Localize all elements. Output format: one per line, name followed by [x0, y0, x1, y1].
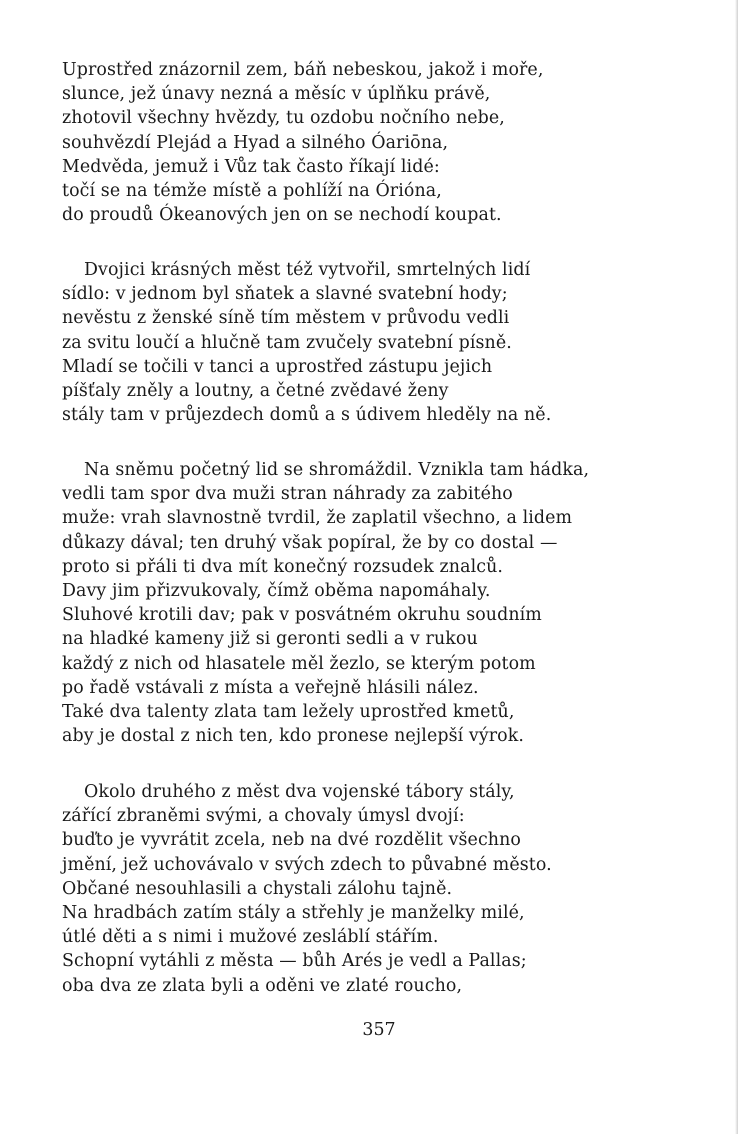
- verse-line: Uprostřed znázornil zem, báň nebeskou, jakož i moře,: [62, 60, 544, 80]
- verse-line: Okolo druhého z měst dva vojenské tábory stály,: [84, 782, 515, 802]
- verse-line: Sluhové krotili dav; pak v posvátném okruhu soudním: [62, 605, 542, 626]
- stanza: [62, 258, 702, 427]
- verse-line: sídlo: v jednom byl sňatek a slavné svatební hody;: [62, 284, 508, 305]
- verse-line: Na sněmu početný lid se shromáždil. Vznikla tam hádka,: [84, 460, 590, 480]
- verse-line: souhvězdí Plejád a Hyad a silného Óariōna,: [62, 132, 449, 153]
- verse-line: na hladké kameny již si geronti sedli a v rukou: [62, 629, 478, 650]
- verse-line: aby je dostal z nich ten, kdo pronese nejlepší výrok.: [62, 726, 524, 747]
- verse-line: oba dva ze zlata byli a oděni ve zlaté roucho,: [62, 975, 463, 996]
- verse-line: za svitu loučí a hlučně tam zvučely svatební písně.: [62, 332, 512, 353]
- page-number: 357: [362, 1020, 396, 1040]
- verse-line: píšťaly zněly a loutny, a četné zvědavé ženy: [62, 381, 449, 402]
- verse-line: jmění, jež uchovávalo v svých zdech to půvabné město.: [62, 854, 552, 875]
- stanza: [62, 58, 702, 227]
- verse-line: vedli tam spor dva muži stran náhrady za zabitého: [62, 484, 513, 505]
- verse-line: po řadě vstávali z místa a veřejně hlásili nález.: [62, 677, 479, 698]
- verse-line: buďto je vyvrátit zcela, neb na dvé rozdělit všechno: [62, 830, 521, 851]
- verse-line: Medvěda, jemuž i Vůz tak často říkají lidé:: [62, 156, 440, 177]
- verse-line: každý z nich od hlasatele měl žezlo, se kterým potom: [62, 653, 536, 674]
- verse-line: zhotovil všechny hvězdy, tu ozdobu nočního nebe,: [62, 108, 505, 129]
- verse-line: proto si přáli ti dva mít konečný rozsudek znalců.: [62, 556, 503, 577]
- stanza: [62, 458, 702, 748]
- verse-line: Občané nesouhlasili a chystali zálohu tajně.: [62, 878, 453, 899]
- verse-line: Také dva talenty zlata tam ležely uprostřed kmetů,: [62, 702, 515, 723]
- verse-line: do proudů Ókeanových jen on se nechodí koupat.: [62, 205, 502, 226]
- verse-line: Davy jim přizvukovaly, čímž oběma napomáhaly.: [62, 581, 491, 602]
- verse-line: Dvojici krásných měst též vytvořil, smrtelných lidí: [84, 260, 531, 280]
- verse-line: muže: vrah slavnostně tvrdil, že zaplatil všechno, a lidem: [62, 508, 573, 529]
- verse-line: Schopní vytáhli z města — bůh Arés je vedl a Pallas;: [62, 951, 527, 972]
- verse-line: stály tam v průjezdech domů a s údivem hleděly na ně.: [62, 405, 552, 426]
- stanza: [62, 780, 702, 998]
- verse-line: nevěstu z ženské síně tím městem v průvodu vedli: [62, 308, 510, 329]
- verse-line: Na hradbách zatím stály a střehly je manželky milé,: [62, 903, 525, 924]
- verse-line: útlé děti a s nimi i mužové zesláblí stářím.: [62, 927, 439, 948]
- verse-line: Mladí se točili v tanci a uprostřed zástupu jejich: [62, 356, 493, 377]
- verse-line: slunce, jež únavy nezná a měsíc v úplňku právě,: [62, 84, 491, 105]
- verse-line: točí se na témže místě a pohlíží na Órióna,: [62, 181, 442, 202]
- verse-line: důkazy dával; ten druhý však popíral, že by co dostal —: [62, 532, 558, 553]
- verse-line: zářící zbraněmi svými, a chovaly úmysl dvojí:: [62, 806, 465, 827]
